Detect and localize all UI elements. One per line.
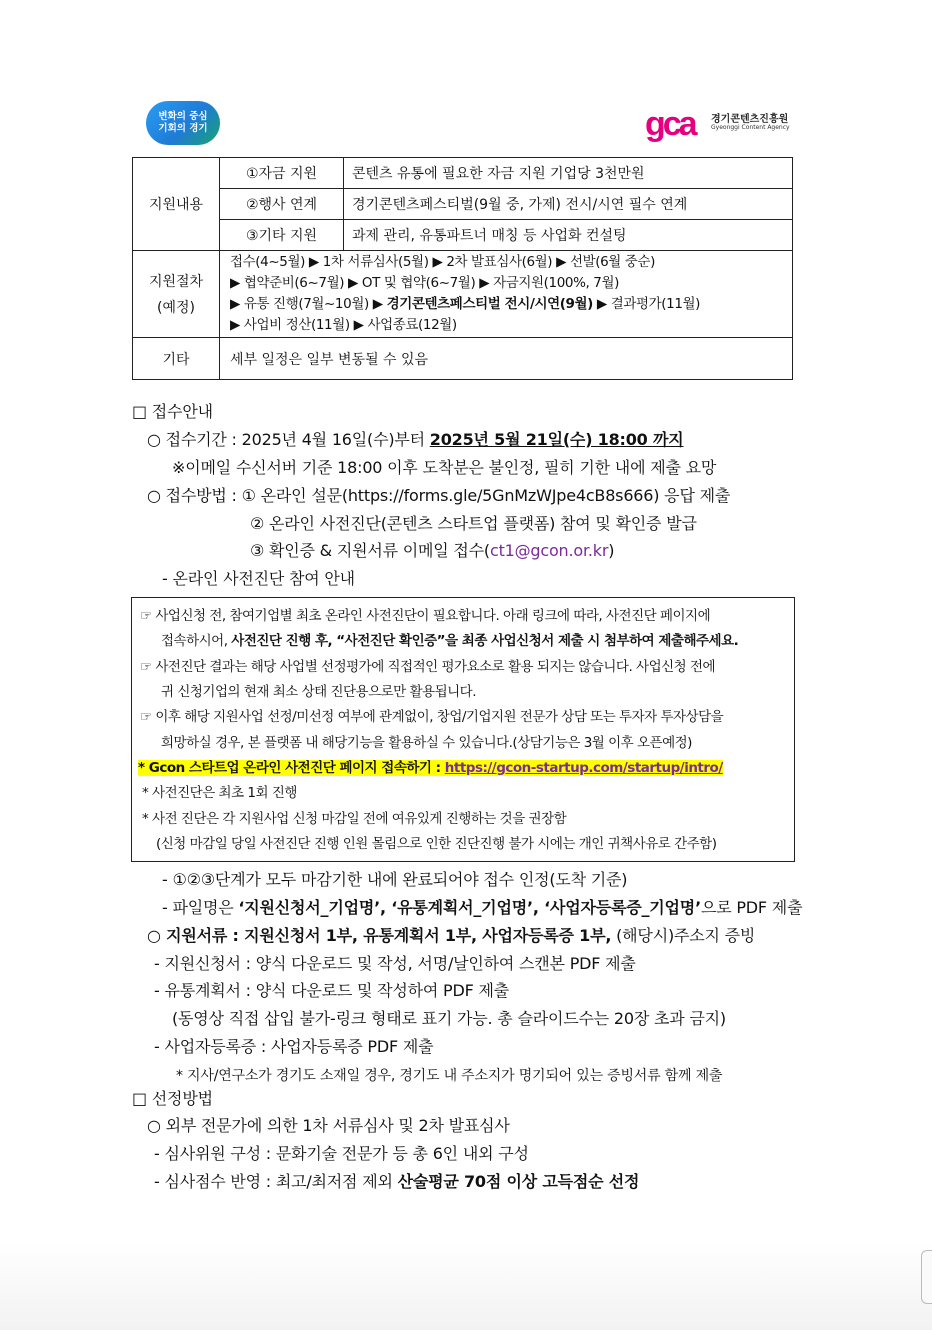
slogan-line-2: 기회의 경기 — [158, 123, 208, 134]
festival-highlight: 경기콘텐츠페스티벌 전시/시연(9월) — [386, 296, 593, 312]
selection-method: ○ 외부 전문가에 의한 1차 서류심사 및 2차 발표심사 — [147, 1116, 510, 1135]
reception-period: ○ 접수기간 : 2025년 4월 16일(수)부터 2025년 5월 21일(수) 18:00 까지 — [147, 430, 684, 449]
gca-logo-korean: 경기콘텐츠진흥원 — [711, 114, 789, 125]
stage-completion-note: - ①②③단계가 모두 마감기한 내에 완료되어야 접수 인정(도착 기준) — [162, 870, 628, 889]
support-desc: 콘텐츠 유통에 필요한 자금 지원 기업당 3천만원 — [344, 158, 793, 189]
process-line-4: ▶ 사업비 정산(11월) ▶ 사업종료(12월) — [230, 317, 457, 333]
reception-method-2: ② 온라인 사전진단(콘텐츠 스타트업 플랫폼) 참여 및 확인증 발급 — [250, 514, 697, 533]
support-item: ③기타 지원 — [220, 220, 344, 251]
startup-page-link-line: * Gcon 스타트업 온라인 사전진단 페이지 접속하기 : https://gcon-startup.com/startup/intro/ — [138, 760, 723, 776]
process-header-line1: 지원절차 — [148, 274, 204, 290]
selection-title: □ 선정방법 — [132, 1089, 213, 1108]
notice-line: * 사전진단은 최초 1회 진행 — [142, 785, 297, 801]
process-header — [133, 251, 220, 338]
notice-line: ☞ 사업신청 전, 참여기업별 최초 온라인 사전진단이 필요합니다. 아래 링크에 따라, 사전진단 페이지에 — [140, 608, 711, 624]
selection-panel: - 심사위원 구성 : 문화기술 전문가 등 총 6인 내외 구성 — [154, 1144, 529, 1163]
etc-header: 기타 — [133, 338, 220, 380]
slogan-line-1: 변화의 중심 — [158, 111, 208, 122]
notice-line: ☞ 사전진단 결과는 해당 사업별 선정평가에 직접적인 평가요소로 활용 되지는 않습니다. 사업신청 전에 — [140, 659, 716, 675]
gca-logo — [645, 104, 805, 148]
process-steps — [220, 251, 793, 338]
contact-email-link[interactable]: ct1@gcon.or.kr — [489, 541, 609, 560]
process-header-line2: (예정) — [157, 300, 195, 316]
gca-logo-english: Gyeonggi Content Agency — [711, 124, 790, 131]
filename-rule: - 파일명은 ‘지원신청서_기업명’, ‘유통계획서_기업명’, ‘사업자등록증_기업명’으로 PDF 제출 — [162, 898, 803, 917]
document-item-note: (동영상 직접 삽입 불가-링크 형태로 표기 가능. 총 슬라이드수는 20장 초과 금지) — [172, 1009, 726, 1028]
reception-title: □ 접수안내 — [132, 402, 213, 421]
support-desc: 경기콘텐츠페스티벌(9월 중, 가제) 전시/시연 필수 연계 — [344, 189, 793, 220]
startup-page-link[interactable]: https://gcon-startup.com/startup/intro/ — [444, 760, 723, 776]
reception-method-3: ③ 확인증 & 지원서류 이메일 접수(ct1@gcon.or.kr) — [250, 541, 615, 560]
process-line-2: ▶ 협약준비(6~7월) ▶ OT 및 협약(6~7월) ▶ 자금지원(100%, 7월) — [230, 275, 619, 291]
document-item: - 사업자등록증 : 사업자등록증 PDF 제출 — [154, 1037, 434, 1056]
table-row — [133, 338, 793, 380]
table-row — [133, 189, 793, 220]
notice-line: 희망하실 경우, 본 플랫폼 내 해당기능을 활용하실 수 있습니다.(상담기능은 3월 이후 오픈예정) — [161, 735, 692, 751]
notice-line: 접속하시어, 사전진단 진행 후, “사전진단 확인증”을 최종 사업신청서 제출 시 첨부하여 제출해주세요. — [161, 633, 739, 649]
side-scroll-tab[interactable] — [921, 1250, 932, 1304]
support-desc: 과제 관리, 유통파트너 매칭 등 사업화 컨설팅 — [344, 220, 793, 251]
gyeonggi-slogan-logo — [146, 101, 220, 145]
table-row — [133, 220, 793, 251]
notice-line: (신청 마감일 당일 사전진단 진행 인원 몰림으로 인한 진단진행 불가 시에는 개인 귀책사유로 간주함) — [156, 836, 717, 852]
program-info-table — [132, 157, 793, 380]
support-item: ②행사 연계 — [220, 189, 344, 220]
document-item: - 유통계획서 : 양식 다운로드 및 작성하여 PDF 제출 — [154, 981, 510, 1000]
online-guide-heading: - 온라인 사전진단 참여 안내 — [162, 569, 355, 588]
notice-line: 귀 신청기업의 현재 최소 상태 진단용으로만 활용됩니다. — [161, 684, 476, 700]
notice-line: ☞ 이후 해당 지원사업 선정/미선정 여부에 관계없이, 창업/기업지원 전문가 상담 또는 투자자 투자상담을 — [140, 709, 724, 725]
page-bottom-shade — [0, 1240, 932, 1330]
notice-line: * 사전 진단은 각 지원사업 신청 마감일 전에 여유있게 진행하는 것을 권장함 — [142, 811, 567, 827]
document-item: - 지원신청서 : 양식 다운로드 및 작성, 서명/날인하여 스캔본 PDF 제출 — [154, 954, 636, 973]
support-content-header: 지원내용 — [133, 158, 220, 251]
support-item: ①자금 지원 — [220, 158, 344, 189]
reception-period-note: ※이메일 수신서버 기준 18:00 이후 도착분은 불인정, 필히 기한 내에 제출 요망 — [172, 458, 717, 477]
process-line-3: ▶ 유통 진행(7월~10월) ▶ 경기콘텐츠페스티벌 전시/시연(9월) ▶ 결과평가(11월) — [230, 296, 701, 312]
online-diagnosis-notice-box — [131, 597, 795, 862]
process-line-1: 접수(4~5월) ▶ 1차 서류심사(5월) ▶ 2차 발표심사(6월) ▶ 선발(6월 중순) — [230, 254, 655, 270]
selection-scoring: - 심사점수 반영 : 최고/최저점 제외 산술평균 70점 이상 고득점순 선정 — [154, 1172, 640, 1191]
reception-deadline: 2025년 5월 21일(수) 18:00 까지 — [429, 430, 684, 449]
gca-logo-mark: gca — [645, 105, 695, 143]
table-row — [133, 251, 793, 338]
reception-method-1: ○ 접수방법 : ① 온라인 설문(https://forms.gle/5GnMzWJpe4cB8s666) 응답 제출 — [147, 486, 731, 505]
document-item-note: * 지사/연구소가 경기도 소재일 경우, 경기도 내 주소지가 명기되어 있는 증빙서류 함께 제출 — [176, 1068, 723, 1084]
required-documents: ○ 지원서류 : 지원신청서 1부, 유통계획서 1부, 사업자등록증 1부, (해당시)주소지 증빙 — [147, 926, 756, 945]
etc-desc: 세부 일정은 일부 변동될 수 있음 — [220, 338, 793, 380]
table-row — [133, 158, 793, 189]
